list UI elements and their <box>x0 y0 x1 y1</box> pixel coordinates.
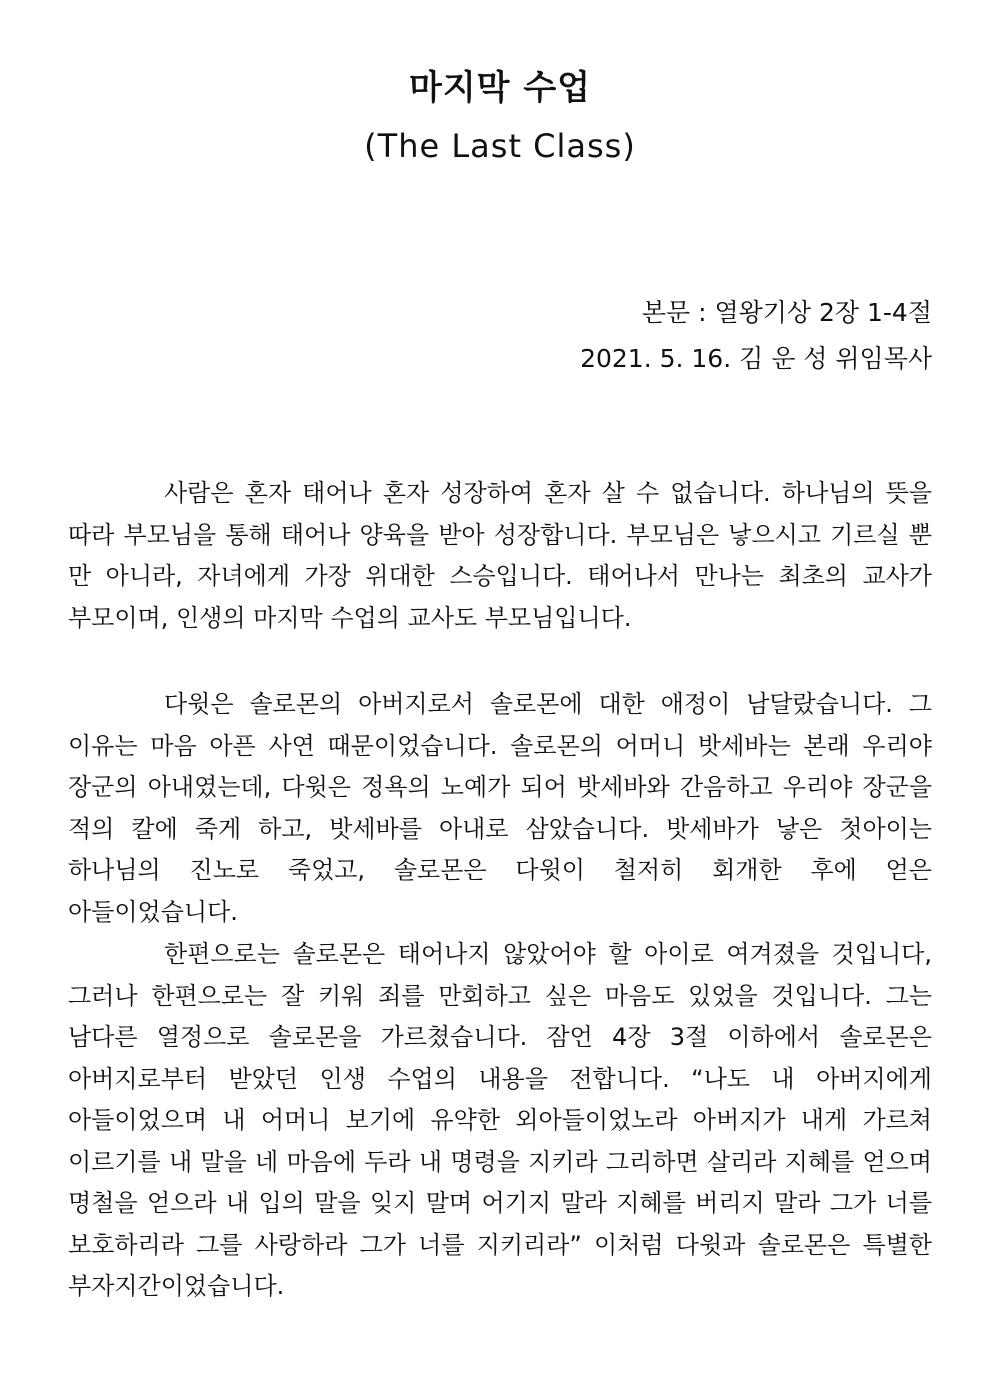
scripture-reference: 본문 : 열왕기상 2장 1-4절 <box>641 298 932 327</box>
document-title: 마지막 수업 <box>408 68 592 108</box>
body-paragraph: 사람은 혼자 태어나 혼자 성장하여 혼자 살 수 없습니다. 하나님의 뜻을 따라 부모님을 통해 태어나 양육을 받아 성장합니다. 부모님은 낳으시고 기르실 뿐 만 아니라, 자녀에게 가장 위대한 스승입니다. 태어나서 만나는 최초의 교사가 부모이며, 인생의 마지막 수업의 교사도 부모님입니다. <box>68 479 932 632</box>
date-and-author: 2021. 5. 16. 김 운 성 위임목사 <box>580 344 932 373</box>
body-paragraph: 다윗은 솔로몬의 아버지로서 솔로몬에 대한 애정이 남달랐습니다. 그 이유는 마음 아픈 사연 때문이었습니다. 솔로몬의 어머니 밧세바는 본래 우리야 장군의 아내였는데, 다윗은 정욕의 노예가 되어 밧세바와 간음하고 우리야 장군을 적의 칼에 죽게 하고, 밧세바를 아내로 삼았습니다. 밧세바가 낳은 첫아이는 하나님의 진노로 죽었고, 솔로몬은 다윗이 철저히 회개한 후에 얻은 아들이었습니다. <box>68 690 932 926</box>
body-paragraph: 한편으로는 솔로몬은 태어나지 않았어야 할 아이로 여겨졌을 것입니다, 그러나 한편으로는 잘 키워 죄를 만회하고 싶은 마음도 있었을 것입니다. 그는 남다른 열정으로 솔로몬을 가르쳤습니다. 잠언 4장 3절 이하에서 솔로몬은 아버지로부터 받았던 인생 수업의 내용을 전합니다. “나도 내 아버지에게 아들이었으며 내 어머니 보기에 유약한 외아들이었노라 아버지가 내게 가르쳐 이르기를 내 말을 네 마음에 두라 내 명령을 지키라 그리하면 살리라 지혜를 얻으며 명철을 얻으라 내 입의 말을 잊지 말며 어기지 말라 지혜를 버리지 말라 그가 너를 보호하리라 그를 사랑하라 그가 너를 지키리라” 이처럼 다윗과 솔로몬은 특별한 부자지간이었습니다. <box>68 940 932 1300</box>
document-subtitle: (The Last Class) <box>364 127 636 165</box>
